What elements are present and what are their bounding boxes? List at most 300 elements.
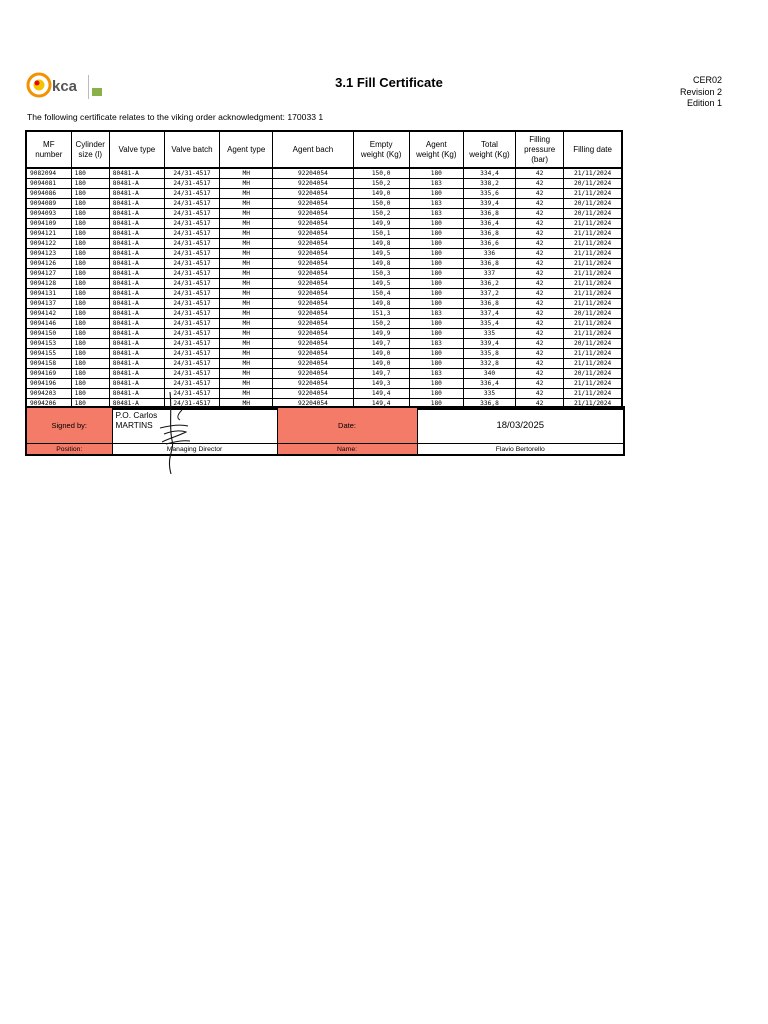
table-row bbox=[26, 279, 622, 289]
table-row bbox=[26, 339, 622, 349]
cell-cylinder-size: 180 bbox=[71, 339, 109, 349]
position-label: Position: bbox=[26, 444, 112, 456]
cell-valve-batch: 24/31-4517 bbox=[164, 359, 219, 369]
cell-cylinder-size: 180 bbox=[71, 199, 109, 209]
cell-filling-date: 21/11/2024 bbox=[564, 389, 622, 399]
cell-filling-date: 21/11/2024 bbox=[564, 379, 622, 389]
cell-total-weight: 337,2 bbox=[463, 289, 515, 299]
cell-total-weight: 334,4 bbox=[463, 168, 515, 179]
cell-empty-weight: 149,4 bbox=[353, 399, 409, 410]
cell-total-weight: 336,4 bbox=[463, 379, 515, 389]
cell-empty-weight: 149,0 bbox=[353, 359, 409, 369]
column-header-valve-type bbox=[109, 131, 164, 168]
cell-total-weight: 335,8 bbox=[463, 349, 515, 359]
position-value: Managing Director bbox=[112, 444, 277, 456]
table-row bbox=[26, 369, 622, 379]
cell-filling-date: 21/11/2024 bbox=[564, 299, 622, 309]
column-header-line: size (l) bbox=[78, 149, 102, 159]
doc-revision: Revision 2 bbox=[679, 86, 722, 97]
table-row bbox=[26, 199, 622, 209]
column-header-line: pressure bbox=[524, 144, 556, 154]
cell-valve-batch: 24/31-4517 bbox=[164, 379, 219, 389]
cell-filling-date: 21/11/2024 bbox=[564, 219, 622, 229]
cell-empty-weight: 149,7 bbox=[353, 339, 409, 349]
table-row bbox=[26, 299, 622, 309]
cell-valve-batch: 24/31-4517 bbox=[164, 369, 219, 379]
cell-filling-date: 21/11/2024 bbox=[564, 229, 622, 239]
cell-mf-number: 9094126 bbox=[26, 259, 71, 269]
cell-valve-type: 80481-A bbox=[109, 239, 164, 249]
column-header-filling-pressure bbox=[516, 131, 564, 168]
cell-cylinder-size: 180 bbox=[71, 349, 109, 359]
cell-cylinder-size: 180 bbox=[71, 269, 109, 279]
cell-empty-weight: 149,5 bbox=[353, 249, 409, 259]
cell-agent-type: MH bbox=[220, 229, 273, 239]
cell-agent-batch: 92204054 bbox=[273, 199, 353, 209]
cell-agent-type: MH bbox=[220, 209, 273, 219]
cell-mf-number: 9094137 bbox=[26, 299, 71, 309]
cell-mf-number: 9094142 bbox=[26, 309, 71, 319]
cell-agent-weight: 180 bbox=[409, 219, 463, 229]
cell-agent-type: MH bbox=[220, 299, 273, 309]
column-header-line: number bbox=[35, 149, 63, 159]
column-header-line: Agent bbox=[425, 139, 447, 149]
cell-filling-date: 21/11/2024 bbox=[564, 249, 622, 259]
cell-empty-weight: 149,4 bbox=[353, 389, 409, 399]
cell-total-weight: 336,8 bbox=[463, 259, 515, 269]
cell-filling-pressure: 42 bbox=[516, 199, 564, 209]
cell-filling-pressure: 42 bbox=[516, 399, 564, 410]
column-header-line: Empty bbox=[369, 139, 393, 149]
cell-valve-type: 80481-A bbox=[109, 209, 164, 219]
cell-valve-type: 80481-A bbox=[109, 289, 164, 299]
cell-agent-type: MH bbox=[220, 389, 273, 399]
cell-agent-weight: 180 bbox=[409, 299, 463, 309]
cell-agent-type: MH bbox=[220, 219, 273, 229]
cell-cylinder-size: 180 bbox=[71, 259, 109, 269]
cell-total-weight: 332,8 bbox=[463, 359, 515, 369]
cell-valve-type: 80481-A bbox=[109, 219, 164, 229]
cell-agent-type: MH bbox=[220, 279, 273, 289]
cell-empty-weight: 150,3 bbox=[353, 269, 409, 279]
table-row bbox=[26, 289, 622, 299]
signed-by-line2: MARTINS bbox=[115, 419, 153, 430]
cell-cylinder-size: 180 bbox=[71, 219, 109, 229]
cell-filling-pressure: 42 bbox=[516, 359, 564, 369]
cell-filling-date: 21/11/2024 bbox=[564, 168, 622, 179]
cell-mf-number: 9094128 bbox=[26, 279, 71, 289]
cell-agent-batch: 92204054 bbox=[273, 279, 353, 289]
table-row bbox=[26, 319, 622, 329]
cell-agent-batch: 92204054 bbox=[273, 399, 353, 410]
doc-code: CER02 bbox=[692, 75, 722, 85]
cell-cylinder-size: 180 bbox=[71, 319, 109, 329]
cell-empty-weight: 150,0 bbox=[353, 199, 409, 209]
cell-empty-weight: 150,2 bbox=[353, 179, 409, 189]
cell-total-weight: 338,2 bbox=[463, 179, 515, 189]
cell-valve-type: 80481-A bbox=[109, 319, 164, 329]
cell-agent-weight: 180 bbox=[409, 279, 463, 289]
table-row bbox=[26, 209, 622, 219]
cell-total-weight: 335 bbox=[463, 329, 515, 339]
name-value: Flavio Bertorello bbox=[417, 444, 624, 456]
cell-filling-date: 21/11/2024 bbox=[564, 329, 622, 339]
cell-cylinder-size: 180 bbox=[71, 229, 109, 239]
cell-agent-weight: 180 bbox=[409, 239, 463, 249]
cell-agent-batch: 92204054 bbox=[273, 309, 353, 319]
cell-agent-weight: 180 bbox=[409, 379, 463, 389]
cell-filling-pressure: 42 bbox=[516, 279, 564, 289]
cell-agent-weight: 180 bbox=[409, 259, 463, 269]
table-row bbox=[26, 219, 622, 229]
cell-filling-pressure: 42 bbox=[516, 259, 564, 269]
cell-valve-batch: 24/31-4517 bbox=[164, 319, 219, 329]
cell-filling-pressure: 42 bbox=[516, 168, 564, 179]
cell-agent-batch: 92204054 bbox=[273, 369, 353, 379]
cell-agent-type: MH bbox=[220, 339, 273, 349]
cell-filling-pressure: 42 bbox=[516, 319, 564, 329]
cell-cylinder-size: 180 bbox=[71, 309, 109, 319]
cell-mf-number: 9094086 bbox=[26, 189, 71, 199]
cell-total-weight: 336,8 bbox=[463, 209, 515, 219]
cell-agent-weight: 183 bbox=[409, 369, 463, 379]
cell-valve-type: 80481-A bbox=[109, 179, 164, 189]
cell-cylinder-size: 180 bbox=[71, 239, 109, 249]
cell-empty-weight: 149,8 bbox=[353, 259, 409, 269]
table-row bbox=[26, 179, 622, 189]
cell-agent-batch: 92204054 bbox=[273, 259, 353, 269]
cell-filling-date: 20/11/2024 bbox=[564, 309, 622, 319]
cell-valve-batch: 24/31-4517 bbox=[164, 229, 219, 239]
cell-mf-number: 9094153 bbox=[26, 339, 71, 349]
cell-valve-type: 80481-A bbox=[109, 329, 164, 339]
cell-empty-weight: 149,5 bbox=[353, 279, 409, 289]
cell-valve-type: 80481-A bbox=[109, 369, 164, 379]
column-header-mf-number bbox=[26, 131, 71, 168]
cell-mf-number: 9094121 bbox=[26, 229, 71, 239]
cell-filling-date: 21/11/2024 bbox=[564, 319, 622, 329]
cell-valve-type: 80481-A bbox=[109, 379, 164, 389]
column-header-line: weight (Kg) bbox=[360, 149, 402, 159]
cell-mf-number: 9094093 bbox=[26, 209, 71, 219]
cell-filling-date: 21/11/2024 bbox=[564, 279, 622, 289]
cell-filling-pressure: 42 bbox=[516, 329, 564, 339]
cell-mf-number: 9094127 bbox=[26, 269, 71, 279]
cell-mf-number: 9094146 bbox=[26, 319, 71, 329]
cell-empty-weight: 150,0 bbox=[353, 168, 409, 179]
signature-block bbox=[25, 406, 625, 456]
table-row bbox=[26, 229, 622, 239]
cell-agent-type: MH bbox=[220, 379, 273, 389]
cell-mf-number: 9094089 bbox=[26, 199, 71, 209]
cell-agent-weight: 180 bbox=[409, 168, 463, 179]
cell-agent-batch: 92204054 bbox=[273, 289, 353, 299]
cell-filling-pressure: 42 bbox=[516, 219, 564, 229]
cell-valve-batch: 24/31-4517 bbox=[164, 249, 219, 259]
cell-valve-batch: 24/31-4517 bbox=[164, 399, 219, 410]
cell-agent-weight: 180 bbox=[409, 229, 463, 239]
cell-cylinder-size: 180 bbox=[71, 209, 109, 219]
cell-filling-date: 20/11/2024 bbox=[564, 339, 622, 349]
cell-agent-batch: 92204054 bbox=[273, 189, 353, 199]
cell-valve-type: 80481-A bbox=[109, 309, 164, 319]
cell-cylinder-size: 180 bbox=[71, 389, 109, 399]
column-header-line: Agent type bbox=[227, 144, 266, 154]
logo-text: kca bbox=[52, 78, 78, 95]
cell-valve-batch: 24/31-4517 bbox=[164, 259, 219, 269]
cell-filling-date: 21/11/2024 bbox=[564, 259, 622, 269]
table-row bbox=[26, 349, 622, 359]
date-label: Date: bbox=[277, 407, 417, 444]
cell-valve-type: 80481-A bbox=[109, 349, 164, 359]
cell-valve-batch: 24/31-4517 bbox=[164, 289, 219, 299]
cell-cylinder-size: 180 bbox=[71, 189, 109, 199]
column-header-line: Filling bbox=[529, 134, 551, 144]
cell-agent-batch: 92204054 bbox=[273, 299, 353, 309]
cell-filling-pressure: 42 bbox=[516, 289, 564, 299]
cell-filling-date: 21/11/2024 bbox=[564, 189, 622, 199]
cell-mf-number: 9094131 bbox=[26, 289, 71, 299]
cell-filling-pressure: 42 bbox=[516, 269, 564, 279]
cell-cylinder-size: 180 bbox=[71, 289, 109, 299]
cell-agent-batch: 92204054 bbox=[273, 329, 353, 339]
cell-filling-pressure: 42 bbox=[516, 389, 564, 399]
cell-agent-batch: 92204054 bbox=[273, 249, 353, 259]
cell-cylinder-size: 180 bbox=[71, 299, 109, 309]
cell-agent-type: MH bbox=[220, 249, 273, 259]
signed-by-line1: P.O. Carlos bbox=[115, 410, 158, 420]
cell-filling-date: 21/11/2024 bbox=[564, 359, 622, 369]
cell-agent-batch: 92204054 bbox=[273, 319, 353, 329]
cell-filling-pressure: 42 bbox=[516, 309, 564, 319]
cell-mf-number: 9094169 bbox=[26, 369, 71, 379]
column-header-empty-weight bbox=[353, 131, 409, 168]
cell-valve-batch: 24/31-4517 bbox=[164, 179, 219, 189]
cell-agent-type: MH bbox=[220, 399, 273, 410]
cell-cylinder-size: 180 bbox=[71, 369, 109, 379]
cell-valve-batch: 24/31-4517 bbox=[164, 349, 219, 359]
cell-empty-weight: 149,9 bbox=[353, 219, 409, 229]
table-header-row bbox=[26, 131, 622, 168]
cell-cylinder-size: 180 bbox=[71, 279, 109, 289]
cell-empty-weight: 149,0 bbox=[353, 349, 409, 359]
cell-total-weight: 336,8 bbox=[463, 299, 515, 309]
cell-empty-weight: 149,9 bbox=[353, 329, 409, 339]
cell-agent-batch: 92204054 bbox=[273, 359, 353, 369]
table-row bbox=[26, 359, 622, 369]
cell-agent-batch: 92204054 bbox=[273, 168, 353, 179]
table-row bbox=[26, 249, 622, 259]
column-header-filling-date bbox=[564, 131, 622, 168]
cell-valve-type: 80481-A bbox=[109, 359, 164, 369]
cell-agent-type: MH bbox=[220, 369, 273, 379]
cell-valve-batch: 24/31-4517 bbox=[164, 269, 219, 279]
cell-mf-number: 9094122 bbox=[26, 239, 71, 249]
cell-valve-type: 80481-A bbox=[109, 199, 164, 209]
cell-mf-number: 9094158 bbox=[26, 359, 71, 369]
cell-filling-pressure: 42 bbox=[516, 369, 564, 379]
cell-agent-weight: 180 bbox=[409, 319, 463, 329]
cell-total-weight: 336,8 bbox=[463, 399, 515, 410]
signed-by-value bbox=[112, 407, 277, 444]
cell-empty-weight: 150,1 bbox=[353, 229, 409, 239]
cell-empty-weight: 149,8 bbox=[353, 299, 409, 309]
cell-agent-type: MH bbox=[220, 269, 273, 279]
cell-filling-date: 20/11/2024 bbox=[564, 179, 622, 189]
signed-by-label: Signed by: bbox=[26, 407, 112, 444]
cell-filling-date: 21/11/2024 bbox=[564, 269, 622, 279]
cell-empty-weight: 150,4 bbox=[353, 289, 409, 299]
cell-agent-type: MH bbox=[220, 289, 273, 299]
cell-agent-weight: 180 bbox=[409, 399, 463, 410]
cell-valve-batch: 24/31-4517 bbox=[164, 209, 219, 219]
cell-total-weight: 339,4 bbox=[463, 199, 515, 209]
table-row bbox=[26, 389, 622, 399]
cell-filling-date: 21/11/2024 bbox=[564, 239, 622, 249]
cell-agent-batch: 92204054 bbox=[273, 349, 353, 359]
date-value: 18/03/2025 bbox=[417, 407, 624, 444]
column-header-agent-weight bbox=[409, 131, 463, 168]
table-row bbox=[26, 259, 622, 269]
cell-total-weight: 336 bbox=[463, 249, 515, 259]
table-row bbox=[26, 168, 622, 179]
cell-agent-weight: 180 bbox=[409, 359, 463, 369]
cell-mf-number: 9094203 bbox=[26, 389, 71, 399]
cell-valve-batch: 24/31-4517 bbox=[164, 329, 219, 339]
cell-agent-weight: 180 bbox=[409, 269, 463, 279]
cell-total-weight: 339,4 bbox=[463, 339, 515, 349]
cell-agent-batch: 92204054 bbox=[273, 179, 353, 189]
column-header-line: Valve type bbox=[118, 144, 156, 154]
column-header-line: Cylinder bbox=[75, 139, 105, 149]
cell-valve-type: 80481-A bbox=[109, 249, 164, 259]
cell-filling-date: 21/11/2024 bbox=[564, 399, 622, 410]
cell-mf-number: 9094196 bbox=[26, 379, 71, 389]
cell-agent-type: MH bbox=[220, 259, 273, 269]
cell-agent-type: MH bbox=[220, 319, 273, 329]
cell-agent-weight: 183 bbox=[409, 199, 463, 209]
column-header-line: Filling date bbox=[573, 144, 612, 154]
column-header-line: Agent bach bbox=[292, 144, 334, 154]
cell-agent-batch: 92204054 bbox=[273, 379, 353, 389]
cell-agent-type: MH bbox=[220, 168, 273, 179]
cell-filling-pressure: 42 bbox=[516, 299, 564, 309]
cell-agent-batch: 92204054 bbox=[273, 239, 353, 249]
cell-total-weight: 335 bbox=[463, 389, 515, 399]
cell-total-weight: 336,2 bbox=[463, 279, 515, 289]
cell-cylinder-size: 180 bbox=[71, 168, 109, 179]
cell-mf-number: 9094155 bbox=[26, 349, 71, 359]
cell-agent-type: MH bbox=[220, 329, 273, 339]
cell-empty-weight: 150,2 bbox=[353, 319, 409, 329]
cell-agent-weight: 183 bbox=[409, 179, 463, 189]
cell-filling-pressure: 42 bbox=[516, 249, 564, 259]
cell-valve-type: 80481-A bbox=[109, 279, 164, 289]
cell-agent-weight: 180 bbox=[409, 329, 463, 339]
cell-cylinder-size: 180 bbox=[71, 399, 109, 410]
cell-filling-pressure: 42 bbox=[516, 239, 564, 249]
cell-valve-batch: 24/31-4517 bbox=[164, 339, 219, 349]
cell-total-weight: 340 bbox=[463, 369, 515, 379]
cell-agent-weight: 180 bbox=[409, 349, 463, 359]
cell-agent-batch: 92204054 bbox=[273, 269, 353, 279]
cell-valve-type: 80481-A bbox=[109, 399, 164, 410]
cell-total-weight: 337 bbox=[463, 269, 515, 279]
column-header-valve-batch bbox=[164, 131, 219, 168]
cell-filling-pressure: 42 bbox=[516, 179, 564, 189]
cell-valve-batch: 24/31-4517 bbox=[164, 219, 219, 229]
cell-valve-batch: 24/31-4517 bbox=[164, 189, 219, 199]
cell-total-weight: 336,6 bbox=[463, 239, 515, 249]
cell-total-weight: 336,8 bbox=[463, 229, 515, 239]
cell-filling-date: 21/11/2024 bbox=[564, 349, 622, 359]
page-title: 3.1 Fill Certificate bbox=[335, 75, 443, 90]
cell-empty-weight: 150,2 bbox=[353, 209, 409, 219]
cell-filling-date: 20/11/2024 bbox=[564, 369, 622, 379]
table-row bbox=[26, 379, 622, 389]
cell-valve-batch: 24/31-4517 bbox=[164, 168, 219, 179]
cell-mf-number: 9094206 bbox=[26, 399, 71, 410]
cell-filling-date: 21/11/2024 bbox=[564, 289, 622, 299]
cell-agent-type: MH bbox=[220, 199, 273, 209]
cell-cylinder-size: 180 bbox=[71, 379, 109, 389]
cell-cylinder-size: 180 bbox=[71, 359, 109, 369]
cell-filling-pressure: 42 bbox=[516, 229, 564, 239]
column-header-line: MF bbox=[43, 139, 55, 149]
cell-valve-type: 80481-A bbox=[109, 269, 164, 279]
name-label: Name: bbox=[277, 444, 417, 456]
cell-cylinder-size: 180 bbox=[71, 329, 109, 339]
document-meta bbox=[680, 75, 722, 110]
cell-total-weight: 335,6 bbox=[463, 189, 515, 199]
cell-agent-type: MH bbox=[220, 189, 273, 199]
cell-mf-number: 9094081 bbox=[26, 179, 71, 189]
cell-agent-batch: 92204054 bbox=[273, 229, 353, 239]
table-row bbox=[26, 309, 622, 319]
cell-agent-weight: 180 bbox=[409, 249, 463, 259]
cell-agent-type: MH bbox=[220, 309, 273, 319]
column-header-cylinder-size bbox=[71, 131, 109, 168]
cell-agent-type: MH bbox=[220, 359, 273, 369]
cell-filling-date: 20/11/2024 bbox=[564, 209, 622, 219]
cell-agent-type: MH bbox=[220, 179, 273, 189]
cell-valve-type: 80481-A bbox=[109, 339, 164, 349]
cell-total-weight: 336,4 bbox=[463, 219, 515, 229]
cell-mf-number: 9082094 bbox=[26, 168, 71, 179]
cell-agent-weight: 183 bbox=[409, 309, 463, 319]
cell-valve-batch: 24/31-4517 bbox=[164, 299, 219, 309]
cell-mf-number: 9094123 bbox=[26, 249, 71, 259]
column-header-agent-type bbox=[220, 131, 273, 168]
cell-valve-batch: 24/31-4517 bbox=[164, 309, 219, 319]
cell-filling-pressure: 42 bbox=[516, 339, 564, 349]
cell-agent-weight: 180 bbox=[409, 289, 463, 299]
table-row bbox=[26, 329, 622, 339]
cell-valve-type: 80481-A bbox=[109, 168, 164, 179]
cell-agent-weight: 180 bbox=[409, 389, 463, 399]
column-header-line: (bar) bbox=[531, 154, 549, 164]
cell-valve-batch: 24/31-4517 bbox=[164, 389, 219, 399]
intro-text: The following certificate relates to the viking order acknowledgment: 170033 1 bbox=[27, 112, 324, 122]
cell-cylinder-size: 180 bbox=[71, 249, 109, 259]
fill-certificate-table bbox=[25, 130, 623, 410]
cell-empty-weight: 149,7 bbox=[353, 369, 409, 379]
cell-filling-pressure: 42 bbox=[516, 349, 564, 359]
table-row bbox=[26, 269, 622, 279]
cell-filling-pressure: 42 bbox=[516, 189, 564, 199]
cell-empty-weight: 149,8 bbox=[353, 239, 409, 249]
cell-valve-batch: 24/31-4517 bbox=[164, 279, 219, 289]
